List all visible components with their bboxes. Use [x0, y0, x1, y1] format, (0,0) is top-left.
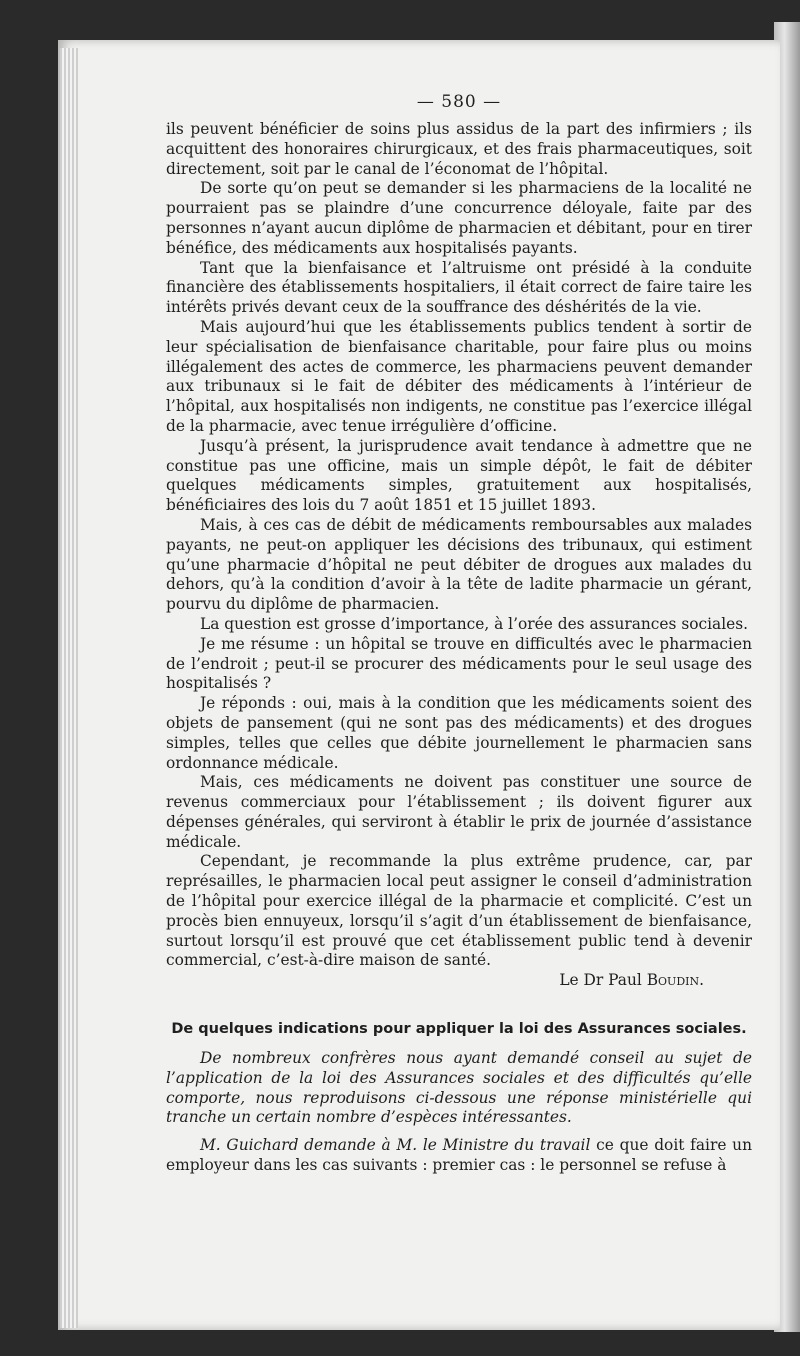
italic-intro-paragraph: De nombreux confrères nous ayant demandé conseil au sujet de l’application de la loi des Assurances sociales et des difficultés qu’elle comporte, nous reproduisons ci-dessous une réponse ministérielle qui tranche un certain nombre d’espèces intéressantes. [166, 1049, 752, 1127]
last-paragraph [166, 1136, 752, 1176]
signature-line [166, 971, 752, 991]
paragraph-5: Jusqu’à présent, la jurisprudence avait tendance à admettre que ne constitue pas une officine, mais un simple dépôt, le fait de débiter quelques médicaments simples, gratuitement aux hospitalisés, bénéficiaires des lois du 7 août 1851 et 15 juillet 1893. [166, 436, 752, 515]
paragraph-3: Tant que la bienfaisance et l’altruisme ont présidé à la conduite financière des établissements hospitaliers, il était correct de faire taire les intérêts privés devant ceux de la souffrance des déshérités de la vie. [166, 258, 752, 317]
paragraph-4: Mais aujourd’hui que les établissements publics tendent à sortir de leur spécialisation de bienfaisance charitable, pour faire plus ou moins illégalement des actes de commerce, les pharmaciens peuvent demander aux tribunaux si le fait de débiter des médicaments à l’intérieur de l’hôpital, aux hospitalisés non indigents, ne constitue pas l’exercice illégal de la pharmacie, avec tenue irrégulière d’officine. [166, 317, 752, 435]
author-signature [559, 971, 704, 991]
page-number: — 580 — [416, 92, 502, 112]
paragraph-10: Mais, ces médicaments ne doivent pas constituer une source de revenus commerciaux pour l’établissement ; ils doivent figurer aux dépenses générales, qui serviront à établir le prix de journée d’assistance médicale. [166, 773, 752, 851]
paragraph-8: Je me résume : un hôpital se trouve en difficultés avec le pharmacien de l’endroit ; peut-il se procurer des médicaments pour le seul usage des hospitalisés ? [166, 634, 752, 693]
author-prefix: Le Dr Paul [559, 971, 642, 990]
last-paragraph-italic: M. Guichard demande à M. le Ministre du travail [200, 1136, 591, 1155]
paragraph-6: Mais, à ces cas de débit de médicaments remboursables aux malades payants, ne peut-on appliquer les décisions des tribunaux, qui estiment qu’une pharmacie d’hôpital ne peut débiter de drogues aux malades du dehors, qu’à la condition d’avoir à la tête de ladite pharmacie un gérant, pourvu du diplôme de pharmacien. [166, 515, 752, 614]
section-title: De quelques indications pour appliquer la loi des Assurances sociales. [171, 1021, 747, 1038]
paragraph-2: De sorte qu’on peut se demander si les pharmaciens de la localité ne pourraient pas se plaindre d’une concurrence déloyale, faite par des personnes n’ayant aucun diplôme de pharmacien et débitant, pour en tirer bénéfice, des médicaments aux hospitalisés payants. [166, 179, 752, 257]
paragraph-1: ils peuvent bénéficier de soins plus assidus de la part des infirmiers ; ils acquittent des honoraires chirurgicaux, et des frais pharmaceutiques, soit directement, soit par le canal de l’économat de l’hôpital. [166, 120, 752, 178]
paragraph-11: Cependant, je recommande la plus extrême prudence, car, par représailles, le pharmacien local peut assigner le conseil d’administration de l’hôpital pour exercice illégal de la pharmacie et complicité. C’est un procès bien ennuyeux, lorsqu’il s’agit d’un établissement de bienfaisance, surtout lorsqu’il est prouvé que cet établissement public tend à devenir commercial, c’est-à-dire maison de santé. [166, 852, 752, 970]
page-stack-edges [60, 48, 78, 1328]
page-content [166, 92, 752, 1176]
last-paragraph-rest: ce que doit faire un employeur dans les cas suivants : premier cas : le personnel se refuse à [166, 1136, 753, 1175]
paragraph-9: Je réponds : oui, mais à la condition que les médicaments soient des objets de pansement (qui ne sont pas des médicaments) et des drogues simples, telles que celles que débite journellement le pharmacien sans ordonnance médicale. [166, 694, 752, 772]
paragraph-7: La question est grosse d’importance, à l’orée des assurances sociales. [200, 614, 749, 633]
author-name: Boudin. [646, 971, 704, 990]
